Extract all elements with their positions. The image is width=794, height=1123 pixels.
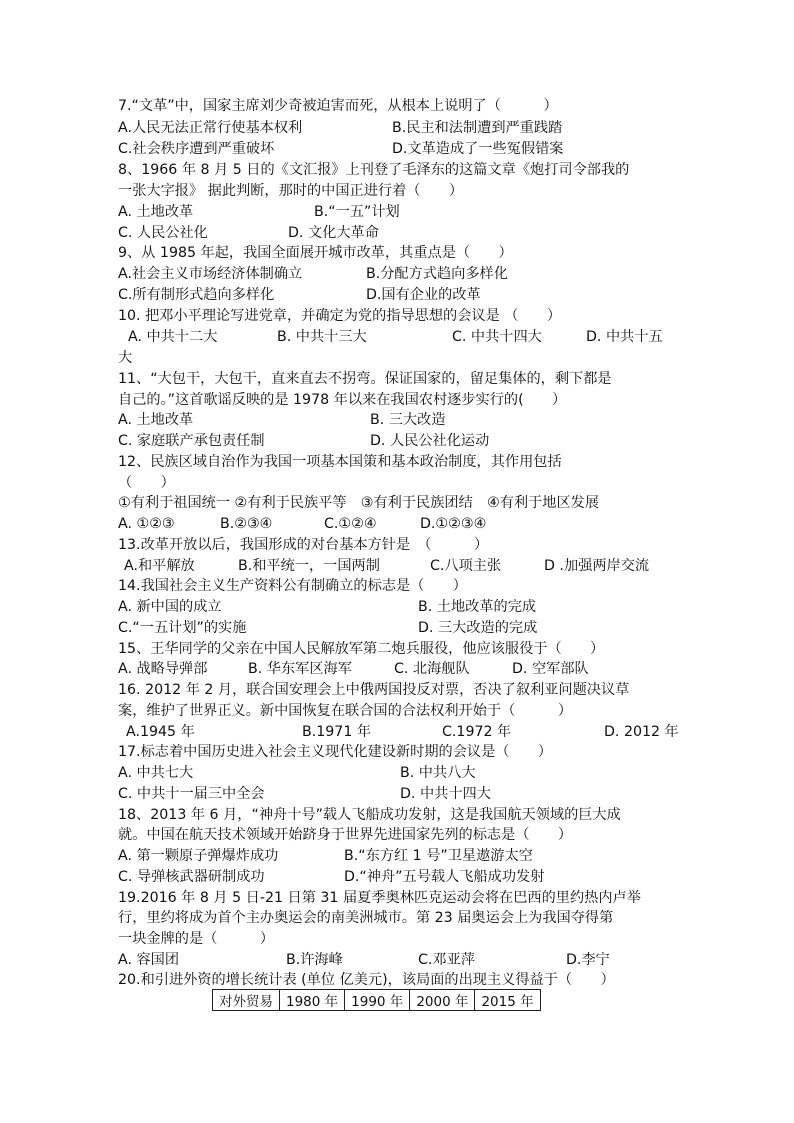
question-9-option-b: B.分配方式趋向多样化 — [366, 266, 508, 282]
question-10-option-b: B. 中共十三大 — [277, 329, 367, 345]
question-8-option-c: C. 人民公社化 — [118, 225, 208, 241]
question-14-option-d: D. 三大改造的完成 — [418, 620, 538, 636]
question-8-option-a: A. 土地改革 — [118, 204, 194, 220]
question-16-stem-line-2: 案，维护了世界正义。新中国恢复在联合国的合法权利开始于（ ） — [118, 703, 573, 719]
question-17-option-a: A. 中共七大 — [118, 765, 194, 781]
question-18-option-d: D.“神舟”五号载人飞船成功发射 — [344, 869, 545, 885]
question-19-stem-line-3: 一块金牌的是（ ） — [118, 931, 275, 947]
question-7-option-a: A.人民无法正常行使基本权利 — [118, 120, 303, 136]
question-8-option-b: B.“一五”计划 — [314, 204, 400, 220]
question-15-option-b: B. 华东军区海军 — [248, 661, 352, 677]
question-16-stem-line-1: 16. 2012 年 2 月，联合国安理会上中俄两国投反对票，否决了叙利亚问题决议草 — [118, 682, 630, 698]
question-8-stem-line-1: 8、1966 年 8 月 5 日的《文汇报》上刊登了毛泽东的这篇文章《炮打司令部我的 — [118, 162, 630, 178]
question-7-option-b: B.民主和法制遭到严重践踏 — [392, 120, 563, 136]
question-19-option-d: D.李宁 — [566, 952, 610, 968]
question-18-stem-line-1: 18、2013 年 6 月，“神舟十号”载人飞船成功发射，这是我国航天领域的巨大成 — [118, 807, 621, 823]
question-16-option-d: D. 2012 年 — [604, 724, 679, 740]
question-17-stem: 17.标志着中国历史进入社会主义现代化建设新时期的会议是（ ） — [118, 744, 553, 760]
question-17-option-c: C. 中共十一届三中全会 — [118, 786, 265, 802]
question-9-option-d: D.国有企业的改革 — [366, 287, 481, 303]
question-12-stem-line-2: （ ） — [118, 475, 175, 491]
question-9-option-a: A.社会主义市场经济体制确立 — [118, 266, 303, 282]
table-header-cell: 2015 年 — [475, 990, 540, 1011]
table-header-cell: 1990 年 — [345, 990, 410, 1011]
table-header-cell: 2000 年 — [410, 990, 475, 1011]
question-10-option-c: C. 中共十四大 — [452, 329, 542, 345]
question-12-option-a: A. ①②③ — [118, 516, 175, 532]
question-16-option-c: C.1972 年 — [442, 724, 512, 740]
question-12-option-d: D.①②③④ — [420, 516, 487, 532]
question-10-stem: 10. 把邓小平理论写进党章，并确定为党的指导思想的会议是 （ ） — [118, 308, 562, 324]
question-10-option-d-continuation: 大 — [118, 350, 133, 366]
question-19-option-a: A. 容国团 — [118, 952, 180, 968]
question-7-stem: 7.“文革”中，国家主席刘少奇被迫害而死，从根本上说明了（ ） — [118, 98, 558, 114]
question-17-option-d: D. 中共十四大 — [400, 786, 491, 802]
question-13-option-a: A.和平解放 — [124, 558, 195, 574]
question-15-stem: 15、王华同学的父亲在中国人民解放军第二炮兵服役，他应该服役于（ ） — [118, 641, 605, 657]
question-14-stem: 14.我国社会主义生产资料公有制确立的标志是（ ） — [118, 578, 467, 594]
question-14-option-a: A. 新中国的成立 — [118, 599, 222, 615]
question-17-option-b: B. 中共八大 — [400, 765, 476, 781]
question-19-option-c: C.邓亚萍 — [418, 952, 475, 968]
question-18-option-a: A. 第一颗原子弹爆炸成功 — [118, 848, 279, 864]
question-8-stem-line-2: 一张大字报》 据此判断，那时的中国正进行着（ ） — [118, 183, 464, 199]
question-9-option-c: C.所有制形式趋向多样化 — [118, 287, 275, 303]
question-7-option-d: D.文革造成了一些冤假错案 — [392, 141, 564, 157]
question-19-option-b: B.许海峰 — [286, 952, 343, 968]
question-8-option-d: D. 文化大革命 — [288, 225, 379, 241]
question-19-stem-line-1: 19.2016 年 8 月 5 日-21 日第 31 届夏季奥林匹克运动会将在巴西的里约热内卢举 — [118, 890, 641, 906]
question-7-option-c: C.社会秩序遭到严重破坏 — [118, 141, 275, 157]
question-12-items: ①有利于祖国统一 ②有利于民族平等 ③有利于民族团结 ④有利于地区发展 — [118, 495, 600, 511]
question-11-option-b: B. 三大改造 — [370, 412, 446, 428]
question-11-stem-line-2: 自己的。”这首歌谣反映的是 1978 年以来在我国农村逐步实行的( ） — [118, 392, 567, 408]
question-11-option-c: C. 家庭联产承包责任制 — [118, 433, 265, 449]
question-13-option-b: B.和平统一，一国两制 — [238, 558, 380, 574]
question-13-option-d: D .加强两岸交流 — [544, 558, 650, 574]
question-16-option-b: B.1971 年 — [302, 724, 372, 740]
question-20-stem: 20.和引进外资的增长统计表 (单位 亿美元)，该局面的出现主义得益于（ ） — [118, 972, 615, 988]
question-13-option-c: C.八项主张 — [430, 558, 502, 574]
question-10-option-a: A. 中共十二大 — [128, 329, 218, 345]
question-15-option-a: A. 战略导弹部 — [118, 661, 208, 677]
table-header-cell: 对外贸易 — [213, 990, 280, 1011]
question-9-stem: 9、从 1985 年起，我国全面展开城市改革，其重点是（ ） — [118, 245, 513, 261]
question-12-option-b: B.②③④ — [220, 516, 273, 532]
question-11-option-d: D. 人民公社化运动 — [370, 433, 490, 449]
question-18-option-c: C. 导弹核武器研制成功 — [118, 869, 265, 885]
trade-statistics-table — [212, 989, 541, 1011]
question-12-option-c: C.①②④ — [324, 516, 377, 532]
table-header-row — [213, 990, 541, 1011]
question-12-stem-line-1: 12、民族区域自治作为我国一项基本国策和基本政治制度，其作用包括 — [118, 454, 562, 470]
question-19-stem-line-2: 行，里约将成为首个主办奥运会的南美洲城市。第 23 届奥运会上为我国夺得第 — [118, 910, 614, 926]
question-13-stem: 13.改革开放以后，我国形成的对台基本方针是 （ ） — [118, 537, 489, 553]
question-14-option-b: B. 土地改革的完成 — [418, 599, 537, 615]
table-header-cell: 1980 年 — [280, 990, 345, 1011]
question-11-option-a: A. 土地改革 — [118, 412, 194, 428]
question-18-stem-line-2: 就。中国在航天技术领域开始跻身于世界先进国家先列的标志是（ ） — [118, 827, 573, 843]
question-14-option-c: C.“一五计划”的实施 — [118, 620, 247, 636]
question-10-option-d: D. 中共十五 — [586, 329, 663, 345]
question-15-option-c: C. 北海舰队 — [394, 661, 470, 677]
question-18-option-b: B.“东方红 1 号”卫星遨游太空 — [344, 848, 533, 864]
question-11-stem-line-1: 11、“大包干，大包干，直来直去不拐弯。保证国家的，留足集体的，剩下都是 — [118, 371, 612, 387]
question-15-option-d: D. 空军部队 — [512, 661, 589, 677]
question-16-option-a: A.1945 年 — [126, 724, 195, 740]
